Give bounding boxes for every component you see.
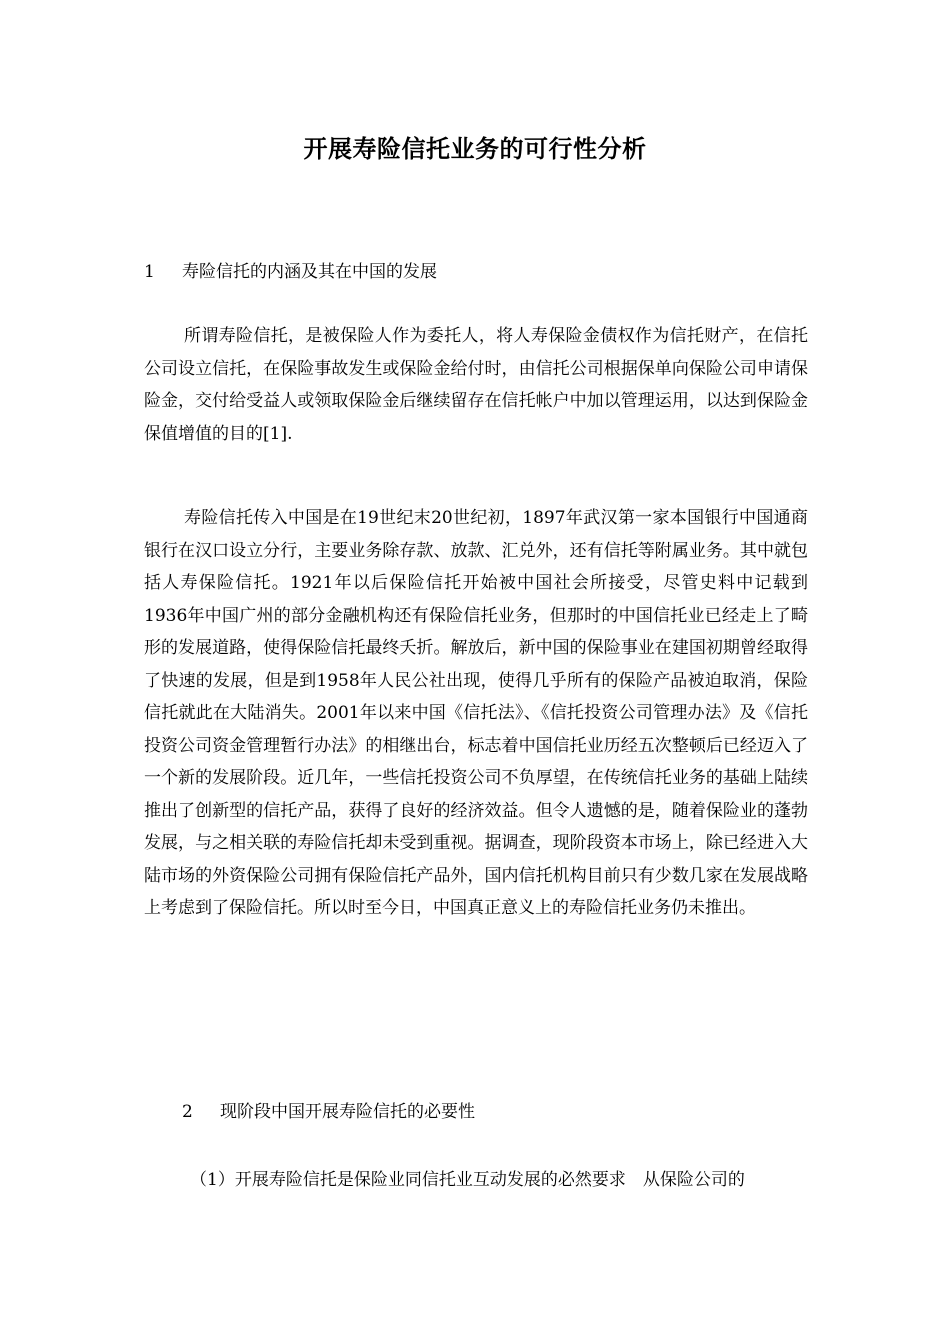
document-title: 开展寿险信托业务的可行性分析 [303, 135, 647, 163]
paragraph-definition: 所谓寿险信托，是被保险人作为委托人，将人寿保险金债权作为信托财产，在信托公司设立信托，在保险事故发生或保险金给付时，由信托公司根据保单向保险公司申请保险金，交付给受益人或领取保险金后继续留存在信托帐户中加以管理运用，以达到保险金保值增值的目的[1]. [144, 326, 808, 444]
section-1-heading [144, 258, 437, 286]
section-1-title: 寿险信托的内涵及其在中国的发展 [182, 262, 437, 282]
section-2-heading [182, 1098, 475, 1126]
section-2-title: 现阶段中国开展寿险信托的必要性 [220, 1102, 475, 1122]
paragraph-history: 寿险信托传入中国是在19世纪末20世纪初，1897年武汉第一家本国银行中国通商银行在汉口设立分行，主要业务除存款、放款、汇兑外，还有信托等附属业务。其中就包括人寿保险信托。1921年以后保险信托开始被中国社会所接受，尽管史料中记载到1936年中国广州的部分金融机构还有保险信托业务，但那时的中国信托业已经走上了畸形的发展道路，使得保险信托最终夭折。解放后，新中国的保险事业在建国初期曾经取得了快速的发展，但是到1958年人民公社出现，使得几乎所有的保险产品被迫取消，保险信托就此在大陆消失。2001年以来中国《信托法》、《信托投资公司管理办法》及《信托投资公司资金管理暂行办法》的相继出台，标志着中国信托业历经五次整顿后已经迈入了一个新的发展阶段。近几年，一些信托投资公司不负厚望，在传统信托业务的基础上陆续推出了创新型的信托产品，获得了良好的经济效益。但令人遗憾的是，随着保险业的蓬勃发展，与之相关联的寿险信托却未受到重视。据调查，现阶段资本市场上，除已经进入大陆市场的外资保险公司拥有保险信托产品外，国内信托机构目前只有少数几家在发展战略上考虑到了保险信托。所以时至今日，中国真正意义上的寿险信托业务仍未推出。 [144, 508, 808, 918]
paragraph-necessity-point-1: （1）开展寿险信托是保险业同信托业互动发展的必然要求 从保险公司的 [190, 1170, 745, 1190]
section-2-number: 2 [182, 1102, 193, 1122]
section-1-number: 1 [144, 262, 155, 282]
